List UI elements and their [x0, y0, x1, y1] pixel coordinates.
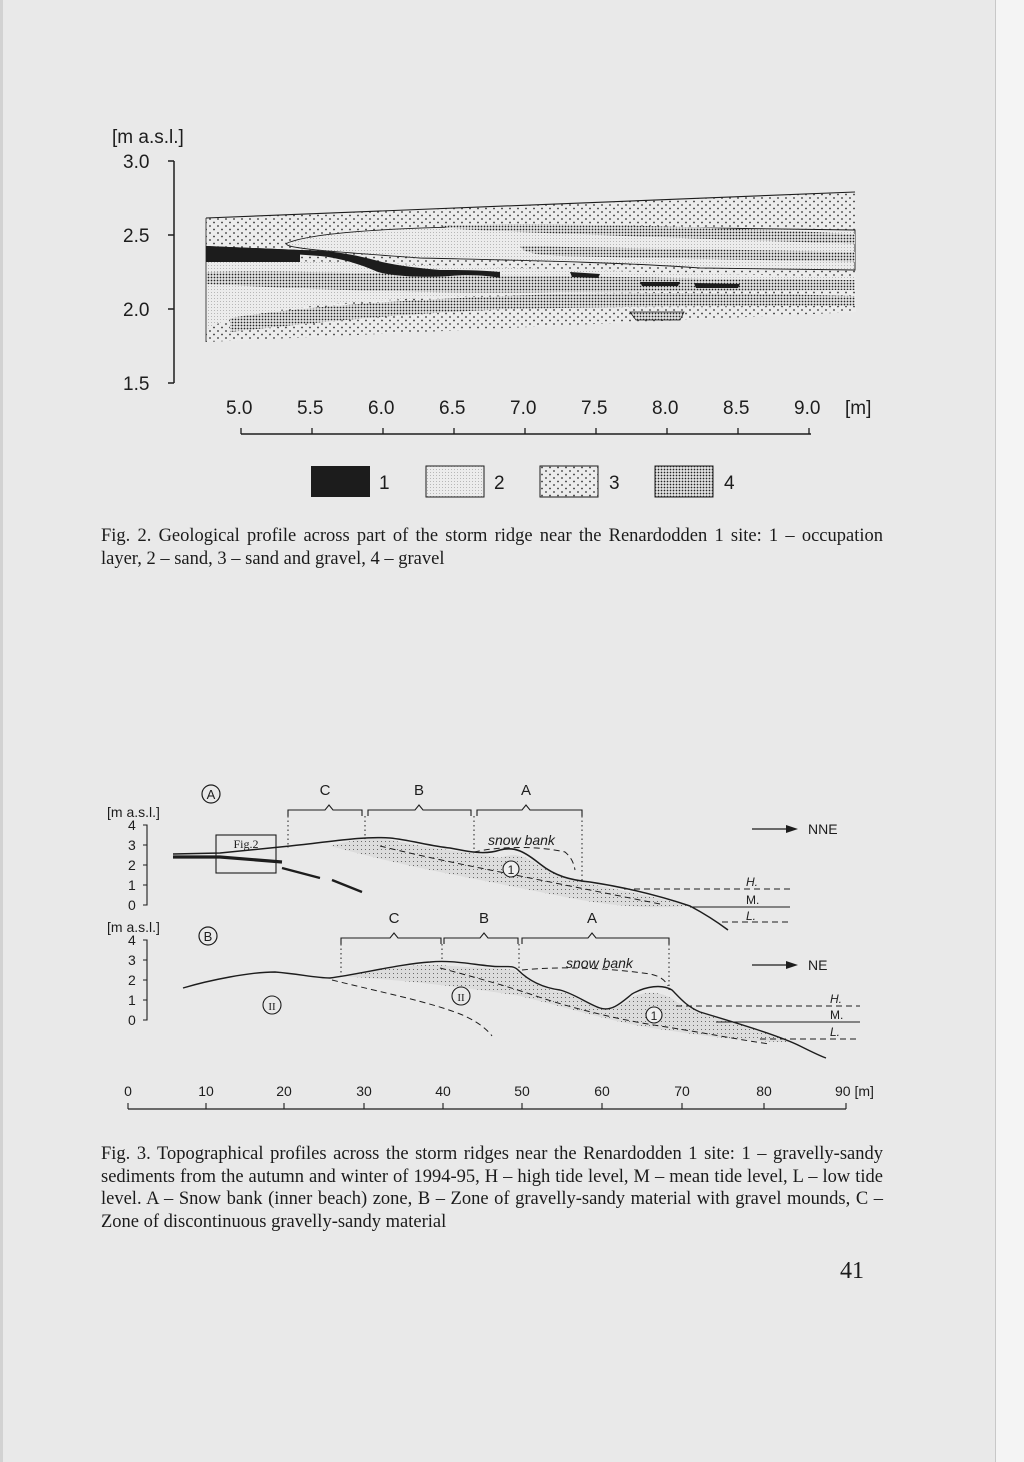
profile-b-tide-label: H.: [830, 992, 842, 1006]
fig2-profile-section: [206, 192, 856, 342]
profile-a-tide-label: L.: [746, 909, 757, 923]
fig2-x-tick-label: 9.0: [794, 398, 821, 419]
profile-b-y-tick: 4: [128, 932, 136, 948]
legend-swatch-sand: [426, 466, 484, 497]
profile-b-direction-label: NE: [808, 957, 828, 973]
fig3-x-tick-label: 90 [m]: [835, 1083, 874, 1099]
profile-a-snow-bank-label: snow bank: [488, 832, 555, 848]
profile-a-direction-arrow: [752, 825, 798, 833]
fig3-x-tick-label: 40: [435, 1083, 451, 1099]
profile-a-zone-label: C: [319, 782, 331, 799]
fig2-legend: [311, 466, 735, 497]
profile-a-zone-braces: [288, 805, 582, 816]
profile-b-zone-label: A: [586, 910, 598, 927]
profile-a-zone-label: A: [520, 782, 532, 799]
fig3-x-tick-label: 80: [756, 1083, 772, 1099]
profile-a-tide-label: M.: [746, 893, 760, 907]
legend-label: 2: [494, 473, 505, 494]
profile-a-y-unit: [m a.s.l.]: [107, 804, 160, 820]
fig3-x-tick-label: 70: [674, 1083, 690, 1099]
fig3-x-tick-label: 60: [594, 1083, 610, 1099]
fig3-x-tick-label: 50: [514, 1083, 530, 1099]
profile-b-tide-label: M.: [830, 1008, 844, 1022]
profile-b-sediment-marker-label: 1: [650, 1009, 658, 1023]
profile-b-marker-label: B: [203, 929, 213, 944]
fig3-profile-b: [107, 910, 860, 1058]
profile-a-tide-label: H.: [746, 875, 758, 889]
profile-b-sediment-area: [340, 965, 790, 1042]
profile-a-fig2-inset-label: Fig.2: [233, 837, 259, 851]
page-number: 41: [840, 1258, 864, 1284]
profile-a-y-tick: 3: [128, 837, 136, 853]
profile-b-zone-label: B: [478, 910, 490, 927]
fig2-x-unit: [m]: [845, 398, 872, 419]
profile-a-sediment-marker-label: 1: [507, 863, 515, 877]
profile-a-zone-label: B: [413, 782, 425, 799]
fig2-x-tick-label: 8.0: [652, 398, 679, 419]
fig2-y-tick-label: 2.0: [123, 300, 150, 321]
profile-a-buried-surface: [282, 868, 362, 892]
profile-b-direction-arrow: [752, 961, 798, 969]
profile-b-y-unit: [m a.s.l.]: [107, 919, 160, 935]
fig2-x-tick-label: 5.0: [226, 398, 253, 419]
profile-b-y-tick: 3: [128, 952, 136, 968]
fig3-distance-scale: [124, 1083, 874, 1109]
profile-a-y-tick: 0: [128, 897, 136, 913]
profile-a-y-tick: 1: [128, 877, 136, 893]
fig3-x-tick-label: 20: [276, 1083, 292, 1099]
fig3-x-tick-label: 0: [124, 1083, 132, 1099]
fig3-x-tick-label: 30: [356, 1083, 372, 1099]
profile-b-snow-bank-label: snow bank: [566, 955, 633, 971]
profile-b-ridge-marker-label: II: [457, 992, 465, 1004]
fig2-x-tick-label: 6.5: [439, 398, 466, 419]
fig3-x-tick-label: 10: [198, 1083, 214, 1099]
profile-b-buried-ridge: [332, 980, 492, 1036]
profile-b-y-tick: 2: [128, 972, 136, 988]
fig2-y-unit: [m a.s.l.]: [112, 127, 184, 148]
profile-b-y-tick: 0: [128, 1012, 136, 1028]
fig2-x-tick-label: 5.5: [297, 398, 324, 419]
fig2-x-tick-label: 7.0: [510, 398, 537, 419]
fig2-y-tick-label: 1.5: [123, 374, 150, 395]
figure-2-geological-profile: [112, 127, 871, 497]
profile-a-direction-label: NNE: [808, 821, 838, 837]
fig2-x-tick-label: 7.5: [581, 398, 608, 419]
legend-label: 3: [609, 473, 620, 494]
profile-a-occupation-line: [173, 857, 282, 862]
profile-a-y-tick: 2: [128, 857, 136, 873]
profile-b-y-tick: 1: [128, 992, 136, 1008]
legend-label: 4: [724, 473, 735, 494]
profile-a-y-tick: 4: [128, 817, 136, 833]
fig3-profile-a: [107, 782, 838, 930]
figure-3-caption: Fig. 3. Topographical profiles across the storm ridges near the Renardodden 1 site: 1 – gravelly-sandy sediments from the autumn and winter of 1994-95, H – high tide level, M – mean tide level, L – low tide level. A – Snow bank (inner beach) zone, B – Zone of gravelly-sandy material with gravel mounds, C – Zone of discontinuous gravelly-sandy material: [101, 1144, 883, 1232]
figure-3-topographical-profiles: [107, 782, 874, 1109]
figure-2-caption: Fig. 2. Geological profile across part of the storm ridge near the Renardodden 1 site: 1 – occupation layer, 2 – sand, 3 – sand and gravel, 4 – gravel: [101, 526, 883, 569]
legend-swatch-sand-gravel: [540, 466, 598, 497]
fig2-x-tick-label: 8.5: [723, 398, 750, 419]
legend-swatch-gravel: [655, 466, 713, 497]
legend-label: 1: [379, 473, 390, 494]
profile-a-marker-label: A: [206, 787, 216, 802]
profile-b-ridge-marker-label: II: [268, 1001, 276, 1013]
fig2-y-tick-label: 3.0: [123, 152, 150, 173]
fig2-y-tick-label: 2.5: [123, 226, 150, 247]
legend-swatch-occupation: [311, 466, 370, 497]
profile-b-zone-braces: [341, 933, 669, 944]
profile-b-tide-label: L.: [830, 1025, 841, 1039]
fig2-x-tick-label: 6.0: [368, 398, 395, 419]
profile-b-zone-label: C: [388, 910, 400, 927]
